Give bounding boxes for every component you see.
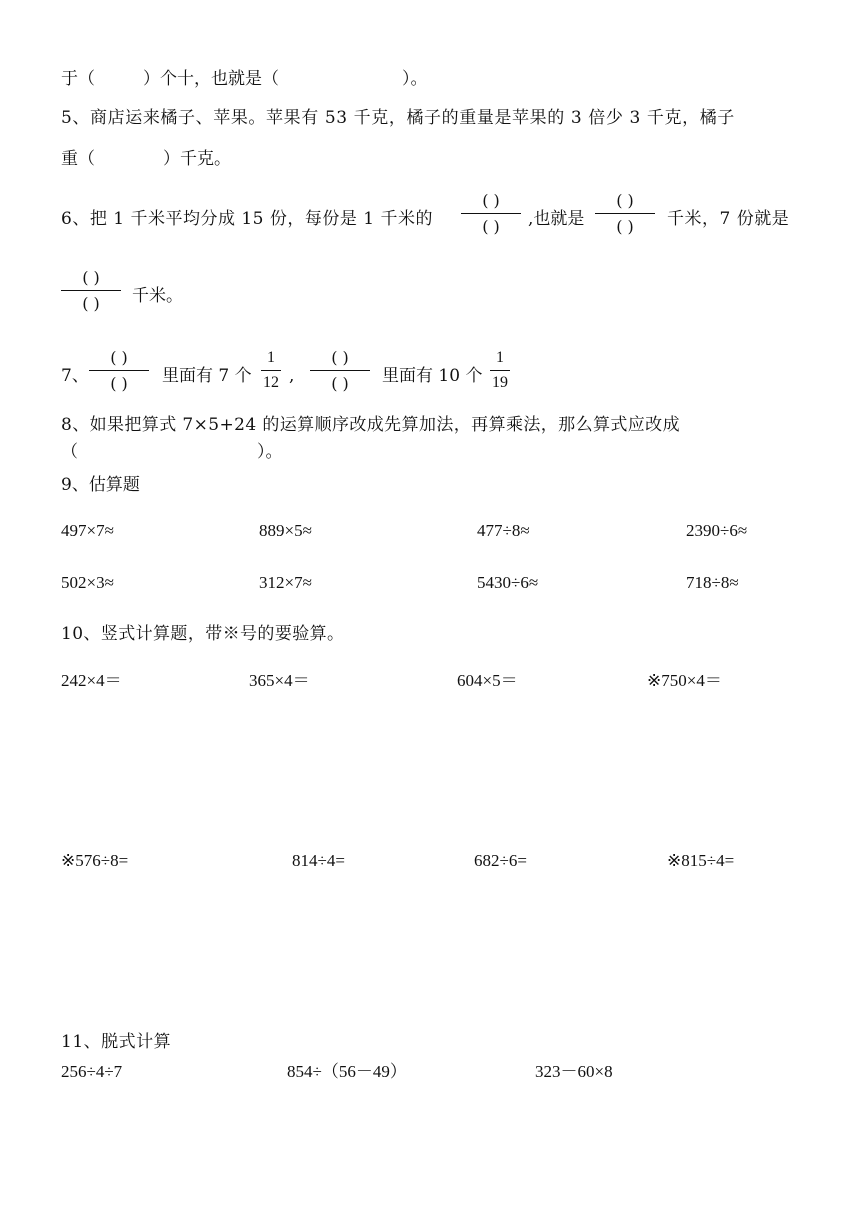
fraction-numerator: ( ) [482,191,500,210]
q4-cont-b: ）个十，也就是（ [143,69,279,89]
q10-item: 814÷4= [292,851,345,870]
q9-item: 889×5≈ [259,521,312,540]
q10-item: 682÷6= [474,851,527,870]
q8-line2-b: ）。 [257,442,283,462]
fraction-bar [461,213,521,214]
q8-line1: 8、如果把算式 7×5+24 的运算顺序改成先算加法，再算乘法，那么算式应改成 [61,415,680,435]
fraction-bar [595,213,655,214]
fraction-denominator: ( ) [331,374,349,393]
q9-item: 312×7≈ [259,573,312,592]
q6-part1: 6、把 1 千米平均分成 15 份，每份是 1 千米的 [61,209,434,229]
q8-line2-a: （ [61,442,78,462]
q4-cont-a: 于（ [61,69,95,89]
q5-line2-a: 重（ [61,149,95,169]
q6-part3: 千米，7 份就是 [667,209,790,229]
q9-item: 497×7≈ [61,521,114,540]
q10-item: 242×4＝ [61,671,122,690]
q7-mid1: 里面有 7 个 [162,366,252,386]
q10-item: 365×4＝ [249,671,310,690]
q10-title: 10、竖式计算题，带※号的要验算。 [61,624,345,644]
fraction-numerator: 1 [496,349,504,366]
q11-title: 11、脱式计算 [61,1032,172,1052]
q4-cont-c: ）。 [402,69,428,89]
q9-item: 502×3≈ [61,573,114,592]
fraction-bar [61,290,121,291]
fraction-numerator: ( ) [616,191,634,210]
q11-item: 854÷（56－49） [287,1062,407,1081]
fraction-denominator: ( ) [482,217,500,236]
q10-item: 604×5＝ [457,671,518,690]
fraction-denominator: ( ) [110,374,128,393]
fraction-bar [490,370,510,371]
q10-item: ※750×4＝ [647,671,722,690]
q9-item: 718÷8≈ [686,573,739,592]
fraction-numerator: ( ) [110,348,128,367]
fraction-denominator: ( ) [82,294,100,313]
fraction-denominator: 12 [263,374,279,391]
fraction-numerator: ( ) [82,268,100,287]
q5-line1: 5、商店运来橘子、苹果。苹果有 53 千克，橘子的重量是苹果的 3 倍少 3 千克，橘子 [61,108,735,128]
q5-line2-b: ）千克。 [163,149,231,169]
q7-label: 7、 [61,366,89,386]
q10-item: ※815÷4= [667,851,735,870]
q11-item: 256÷4÷7 [61,1062,123,1081]
fraction-denominator: 19 [492,374,508,391]
q9-item: 477÷8≈ [477,521,530,540]
q10-item: ※576÷8= [61,851,129,870]
fraction-denominator: ( ) [616,217,634,236]
q6-part4: 千米。 [132,286,183,306]
fraction-bar [310,370,370,371]
q9-item: 2390÷6≈ [686,521,748,540]
q7-comma: , [289,366,295,386]
q9-title: 9、估算题 [61,475,140,495]
fraction-numerator: ( ) [331,348,349,367]
fraction-bar [89,370,149,371]
q7-mid2: 里面有 10 个 [382,366,483,386]
q11-item: 323－60×8 [535,1062,613,1081]
fraction-numerator: 1 [267,349,275,366]
q9-item: 5430÷6≈ [477,573,539,592]
q6-part2: ,也就是 [528,209,585,229]
fraction-bar [261,370,281,371]
